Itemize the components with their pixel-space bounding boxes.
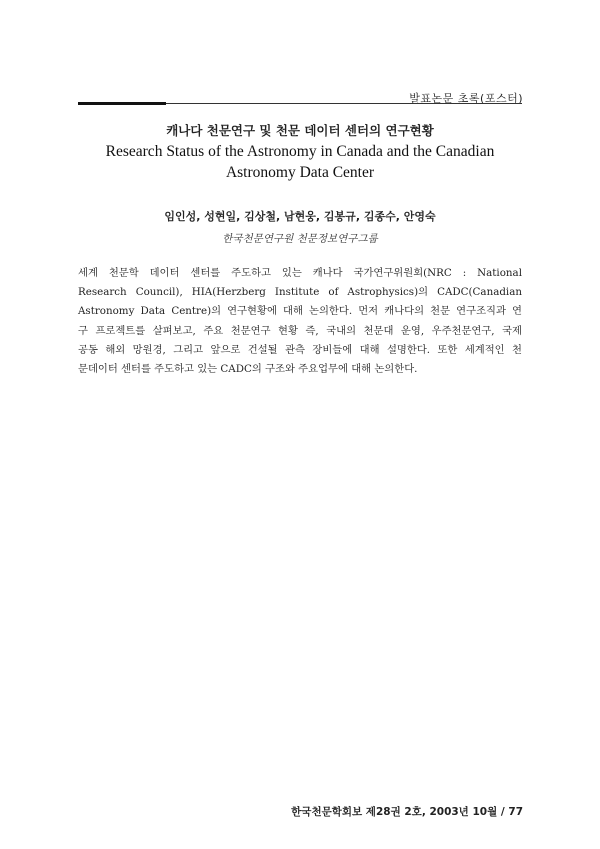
abstract-line: Astronomy Data Centre)의 연구현황에 대해 논의한다. 먼저 캐나다의 천문 연구조직과 연 <box>78 305 522 318</box>
abstract-line: 구 프로젝트를 살펴보고, 주요 천문연구 현황 즉, 국내의 천문대 운영, 우주천문연구, 국제 <box>78 324 522 337</box>
title-korean: 캐나다 천문연구 및 천문 데이터 센터의 연구현황 <box>166 123 434 138</box>
affiliation: 한국천문연구원 천문정보연구그룹 <box>222 233 378 245</box>
abstract-line: 세계 천문학 데이터 센터를 주도하고 있는 캐나다 국가연구위원회(NRC : National <box>78 267 522 279</box>
journal-footer: 한국천문학회보 제28권 2호, 2003년 10월 / 77 <box>291 806 523 818</box>
abstract-line: Research Council), HIA(Herzberg Institute of Astrophysics)의 CADC(Canadian <box>78 286 522 299</box>
header-rule-accent <box>78 102 166 105</box>
abstract-line: 공동 해외 망원경, 그리고 앞으로 건설될 관측 장비들에 대해 설명한다. 또한 세계적인 천 <box>78 343 522 356</box>
abstract <box>78 264 522 379</box>
authors: 임인성, 성현일, 김상철, 남현웅, 김봉규, 김종수, 안영숙 <box>164 210 436 223</box>
title-english-line: Astronomy Data Center <box>225 164 375 181</box>
section-label: 발표논문 초록(포스터) <box>409 92 523 105</box>
title-english <box>78 141 522 183</box>
abstract-line: 문데이터 센터를 주도하고 있는 CADC의 구조와 주요업무에 대해 논의한다. <box>78 362 418 375</box>
title-english-line: Research Status of the Astronomy in Canada and the Canadian <box>105 143 495 160</box>
